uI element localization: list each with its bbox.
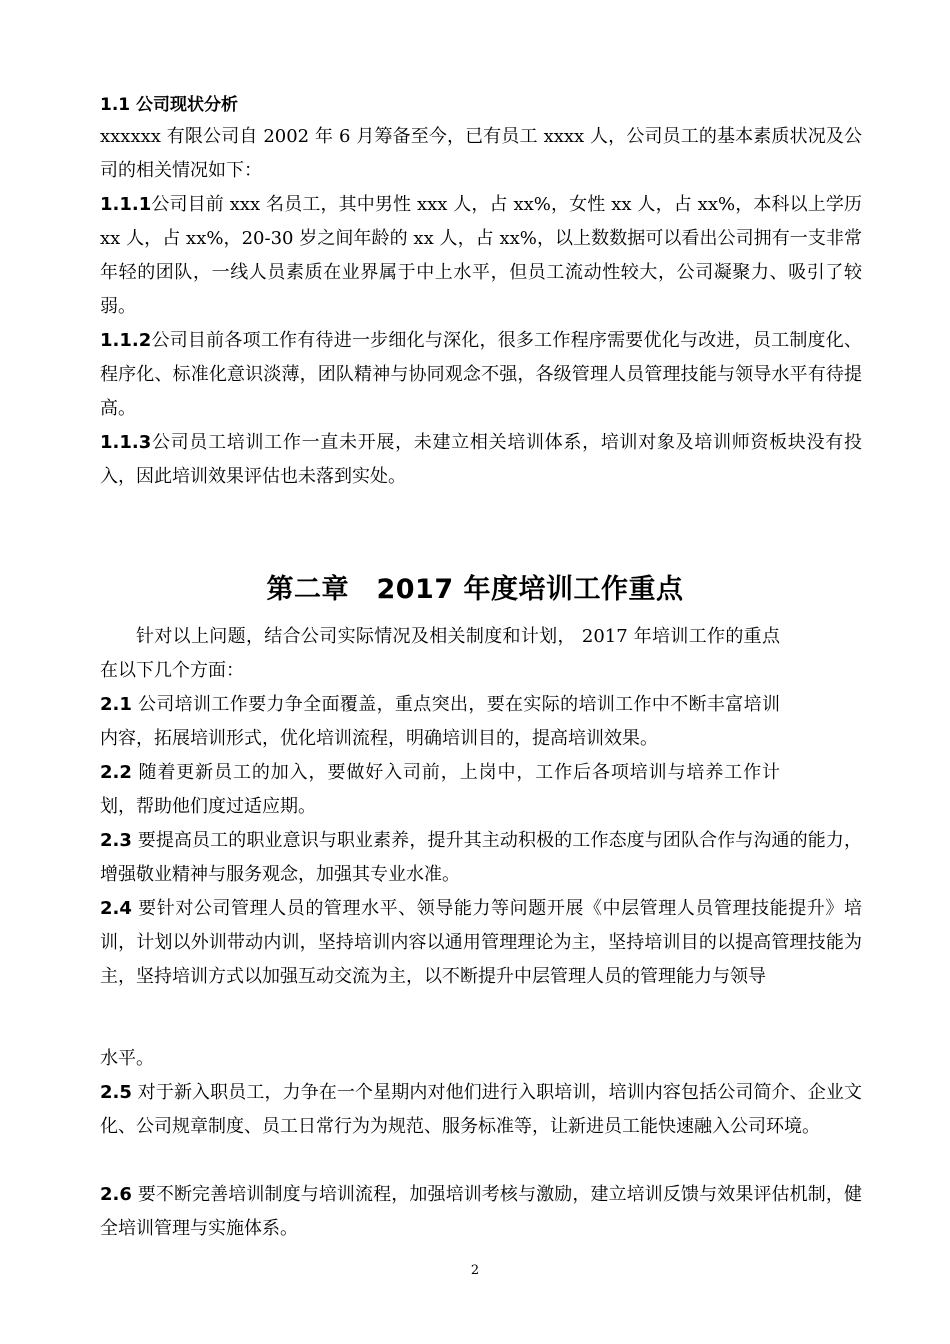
paragraph-1-1-1 <box>100 188 862 324</box>
item-number: 1.1.1 <box>100 194 152 215</box>
item-text: 公司目前各项工作有待进一步细化与深化，很多工作程序需要优化与改进，员工制度化、程序化、标准化意识淡薄，团队精神与协同观念不强，各级管理人员管理技能与领导水平有待提高。 <box>100 330 862 419</box>
item-text: 对于新入职员工，力争在一个星期内对他们进行入职培训，培训内容包括公司简介、企业文化、公司规章制度、员工日常行为为规范、服务标准等，让新进员工能快速融入公司环境。 <box>100 1082 862 1137</box>
item-text: 公司目前 xxx 名员工，其中男性 xxx 人，占 xx%，女性 xx 人，占 xx%，本科以上学历 xx 人，占 xx%，20-30 岁之间年龄的 xx 人，占 xx%，以上数数据可以看出公司拥有一支非常年轻的团队，一线人员素质在业界属于中上水平，但员工流动性较大，公司凝聚力、吸引了较弱。 <box>100 194 862 317</box>
item-number: 2.2 <box>100 762 132 783</box>
paragraph-2-1 <box>100 688 780 756</box>
item-number: 2.4 <box>100 898 132 919</box>
paragraph-2-2 <box>100 756 780 824</box>
page-number: 2 <box>470 1263 480 1278</box>
item-text: 公司员工培训工作一直未开展，未建立相关培训体系，培训对象及培训师资板块没有投入，因此培训效果评估也未落到实处。 <box>100 432 862 487</box>
item-text: 随着更新员工的加入，要做好入司前，上岗中，工作后各项培训与培养工作计划，帮助他们度过适应期。 <box>100 762 780 817</box>
item-text: 要提高员工的职业意识与职业素养，提升其主动积极的工作态度与团队合作与沟通的能力，增强敬业精神与服务观念，加强其专业水准。 <box>100 830 862 885</box>
chapter-intro: 针对以上问题，结合公司实际情况及相关制度和计划， 2017 年培训工作的重点在以下几个方面： <box>100 626 780 681</box>
item-text: 公司培训工作要力争全面覆盖，重点突出，要在实际的培训工作中不断丰富培训内容，拓展培训形式，优化培训流程，明确培训目的，提高培训效果。 <box>100 694 780 749</box>
item-number: 2.6 <box>100 1184 132 1205</box>
paragraph-2-5 <box>100 1076 862 1144</box>
item-text: 要针对公司管理人员的管理水平、领导能力等问题开展《中层管理人员管理技能提升》培训，计划以外训带动内训，坚持培训内容以通用管理理论为主，坚持培训目的以提高管理技能为主，坚持培训方式以加强互动交流为主，以不断提升中层管理人员的管理能力与领导 <box>100 898 862 987</box>
paragraph-2-3 <box>100 824 862 892</box>
item-number: 2.3 <box>100 830 132 851</box>
paragraph-1-1-3 <box>100 426 862 494</box>
chapter-title: 第二章 2017 年度培训工作重点 <box>266 574 684 605</box>
item-text: 要不断完善培训制度与培训流程，加强培训考核与激励，建立培训反馈与效果评估机制，健全培训管理与实施体系。 <box>100 1184 862 1239</box>
paragraph-2-4-continued: 水平。 <box>100 1048 154 1069</box>
item-number: 1.1.2 <box>100 330 152 351</box>
section-intro: xxxxxx 有限公司自 2002 年 6 月筹备至今，已有员工 xxxx 人，公司员工的基本素质状况及公司的相关情况如下： <box>100 126 862 181</box>
section-heading: 1.1 公司现状分析 <box>100 95 239 115</box>
item-number: 1.1.3 <box>100 432 152 453</box>
paragraph-2-6 <box>100 1178 862 1246</box>
paragraph-1-1-2 <box>100 324 862 426</box>
item-number: 2.1 <box>100 694 132 715</box>
item-number: 2.5 <box>100 1082 132 1103</box>
paragraph-2-4 <box>100 892 862 994</box>
